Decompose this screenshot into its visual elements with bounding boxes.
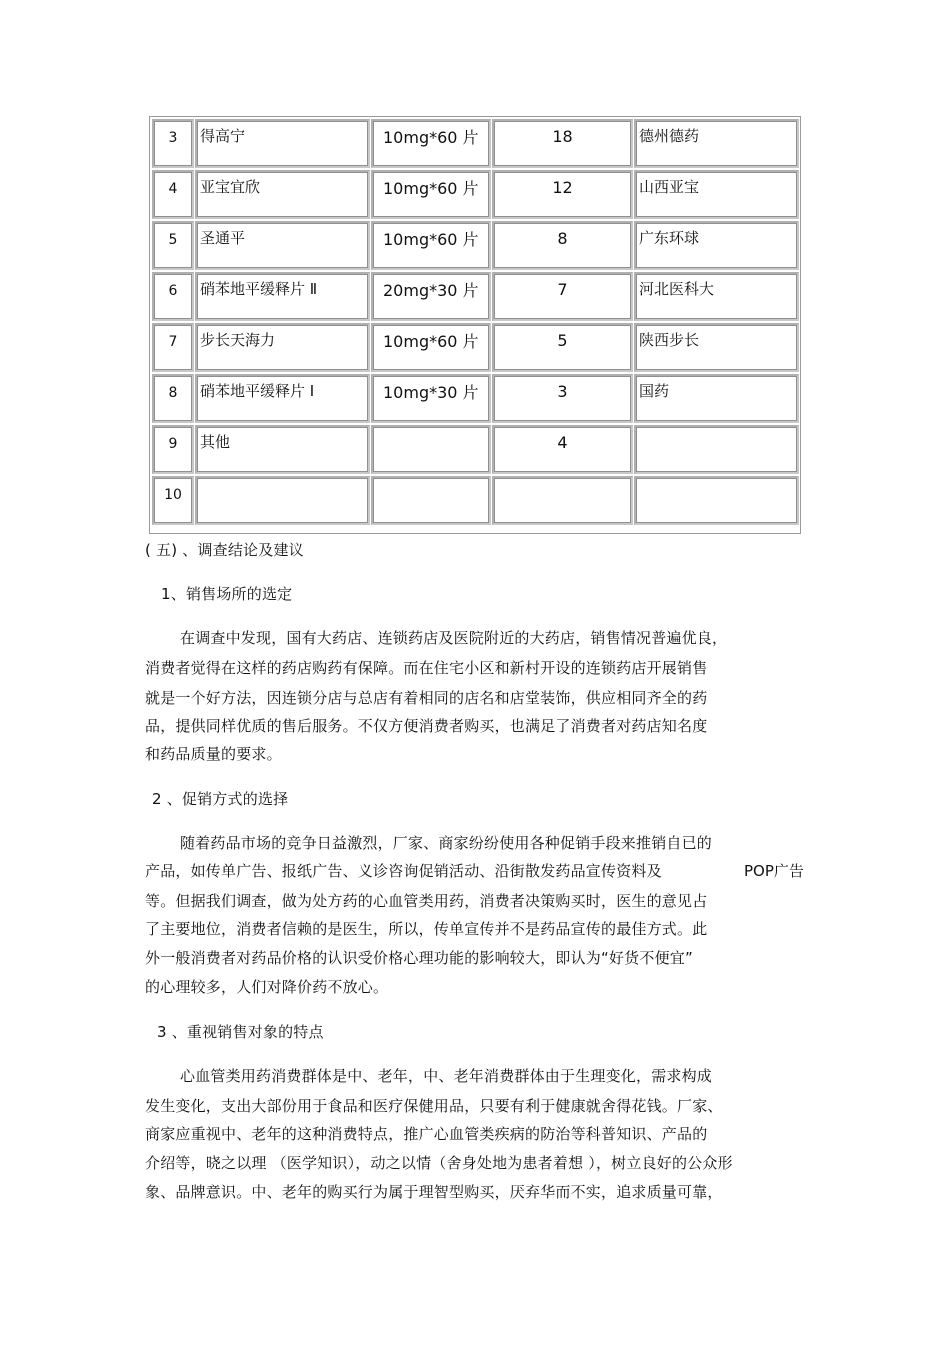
table-cell-row-number <box>152 119 194 168</box>
table-cell-row-number <box>152 476 194 525</box>
table-cell-drug-manufacturer <box>634 119 799 168</box>
row-number-text: 7 <box>168 334 178 350</box>
s2-line-2: 产品，如传单广告、报纸广告、义诊咨询促销活动、沿街散发药品宣传资料及 <box>145 862 662 880</box>
table-cell-row-number <box>152 221 194 270</box>
table-cell-drug-name <box>195 119 370 168</box>
table-cell-drug-name <box>195 323 370 372</box>
subsection-title-2: 2 、促销方式的选择 <box>152 790 289 808</box>
s3-line-2: 发生变化，支出大部份用于食品和医疗保健用品，只要有利于健康就舍得花钱。厂家、 <box>145 1097 723 1115</box>
drug-qty-text: 7 <box>557 280 568 299</box>
table-cell-drug-spec <box>371 170 491 219</box>
s2-line-4: 了主要地位，消费者信赖的是医生，所以，传单宣传并不是药品宣传的最佳方式。此 <box>145 920 708 938</box>
table-cell-drug-spec <box>371 272 491 321</box>
drug-name-text: 得高宁 <box>200 127 246 145</box>
drug-sales-table <box>149 116 801 534</box>
drug-qty-text: 12 <box>552 178 573 197</box>
table-cell-drug-name <box>195 170 370 219</box>
table-cell-drug-qty <box>492 476 633 525</box>
table-cell-drug-qty <box>492 119 633 168</box>
row-number-text: 4 <box>168 181 178 197</box>
row-number-text: 9 <box>168 436 178 452</box>
s3-line-3: 商家应重视中、老年的这种消费特点，推广心血管类疾病的防治等科普知识、产品的 <box>145 1125 708 1143</box>
table-cell-drug-spec <box>371 374 491 423</box>
table-cell-drug-qty <box>492 272 633 321</box>
drug-qty-text: 3 <box>557 382 568 401</box>
s3-line-4: 介绍等，晓之以理 （医学知识），动之以情（舍身处地为患者着想 ），树立良好的公众形 <box>145 1154 733 1172</box>
table-cell-row-number <box>152 272 194 321</box>
drug-manufacturer-text: 陕西步长 <box>639 331 700 349</box>
table-cell-drug-manufacturer <box>634 476 799 525</box>
table-cell-drug-name <box>195 476 370 525</box>
drug-spec-text: 10mg*30 片 <box>383 383 479 402</box>
drug-qty-text: 8 <box>557 229 568 248</box>
table-cell-drug-spec <box>371 323 491 372</box>
drug-spec-text: 10mg*60 片 <box>383 179 479 198</box>
s1-line-1: 在调查中发现，国有大药店、连锁药店及医院附近的大药店，销售情况普遍优良， <box>180 629 728 647</box>
table-cell-drug-name <box>195 272 370 321</box>
drug-name-text: 硝苯地平缓释片 Ⅱ <box>200 280 318 298</box>
s1-line-4: 品，提供同样优质的售后服务。不仅方便消费者购买，也满足了消费者对药店知名度 <box>145 717 708 735</box>
table-cell-drug-manufacturer <box>634 272 799 321</box>
row-number-text: 6 <box>168 283 178 299</box>
table-cell-drug-name <box>195 425 370 474</box>
drug-manufacturer-text: 广东环球 <box>639 229 700 247</box>
s2-line-3: 等。但据我们调查，做为处方药的心血管类用药，消费者决策购买时，医生的意见占 <box>145 892 708 910</box>
table-cell-drug-manufacturer <box>634 323 799 372</box>
drug-qty-text: 4 <box>557 433 568 452</box>
drug-name-text: 圣通平 <box>200 229 246 247</box>
table-cell-drug-spec <box>371 221 491 270</box>
drug-manufacturer-text: 山西亚宝 <box>639 178 700 196</box>
drug-spec-text: 10mg*60 片 <box>383 332 479 351</box>
section-heading: ( 五) 、调查结论及建议 <box>145 541 304 559</box>
row-number-text: 8 <box>168 385 178 401</box>
table-cell-row-number <box>152 374 194 423</box>
table-cell-drug-qty <box>492 170 633 219</box>
drug-name-text: 步长天海力 <box>200 331 276 349</box>
drug-manufacturer-text: 国药 <box>639 382 670 400</box>
table-cell-drug-spec <box>371 476 491 525</box>
subsection-title-3: 3 、重视销售对象的特点 <box>157 1023 324 1041</box>
table-cell-drug-qty <box>492 323 633 372</box>
s1-line-5: 和药品质量的要求。 <box>145 745 282 763</box>
table-cell-drug-spec <box>371 425 491 474</box>
s2-line-5: 外一般消费者对药品价格的认识受价格心理功能的影响较大，即认为“好货不便宜” <box>145 949 693 967</box>
s3-line-1: 心血管类用药消费群体是中、老年，中、老年消费群体由于生理变化，需求构成 <box>180 1067 713 1085</box>
s2-pop-text: POP广告 <box>744 862 804 880</box>
s3-line-5: 象、品牌意识。中、老年的购买行为属于理智型购买，厌弃华而不实，追求质量可靠， <box>145 1183 723 1201</box>
table-cell-drug-manufacturer <box>634 425 799 474</box>
row-number-text: 10 <box>164 487 182 503</box>
drug-manufacturer-text: 河北医科大 <box>639 280 715 298</box>
table-cell-row-number <box>152 425 194 474</box>
subsection-title-1: 1、销售场所的选定 <box>161 585 293 603</box>
table-cell-drug-qty <box>492 425 633 474</box>
table-cell-drug-name <box>195 221 370 270</box>
drug-manufacturer-text: 德州德药 <box>639 127 700 145</box>
drug-name-text: 其他 <box>200 433 231 451</box>
s1-line-3: 就是一个好方法，因连锁分店与总店有着相同的店名和店堂装饰，供应相同齐全的药 <box>145 689 708 707</box>
s2-line-6: 的心理较多，人们对降价药不放心。 <box>145 978 389 996</box>
drug-name-text: 亚宝宜欣 <box>200 178 261 196</box>
drug-spec-text: 10mg*60 片 <box>383 128 479 147</box>
row-number-text: 5 <box>168 232 178 248</box>
row-number-text: 3 <box>168 130 178 146</box>
table-cell-drug-name <box>195 374 370 423</box>
table-cell-row-number <box>152 323 194 372</box>
table-cell-row-number <box>152 170 194 219</box>
table-cell-drug-qty <box>492 374 633 423</box>
drug-spec-text: 20mg*30 片 <box>383 281 479 300</box>
table-cell-drug-qty <box>492 221 633 270</box>
drug-qty-text: 18 <box>552 127 573 146</box>
table-cell-drug-manufacturer <box>634 221 799 270</box>
drug-qty-text: 5 <box>557 331 568 350</box>
drug-name-text: 硝苯地平缓释片 Ⅰ <box>200 382 315 400</box>
table-cell-drug-spec <box>371 119 491 168</box>
s1-line-2: 消费者觉得在这样的药店购药有保障。而在住宅小区和新村开设的连锁药店开展销售 <box>145 659 708 677</box>
table-cell-drug-manufacturer <box>634 374 799 423</box>
drug-spec-text: 10mg*60 片 <box>383 230 479 249</box>
table-cell-drug-manufacturer <box>634 170 799 219</box>
s2-line-1: 随着药品市场的竞争日益激烈，厂家、商家纷纷使用各种促销手段来推销自已的 <box>180 834 713 852</box>
